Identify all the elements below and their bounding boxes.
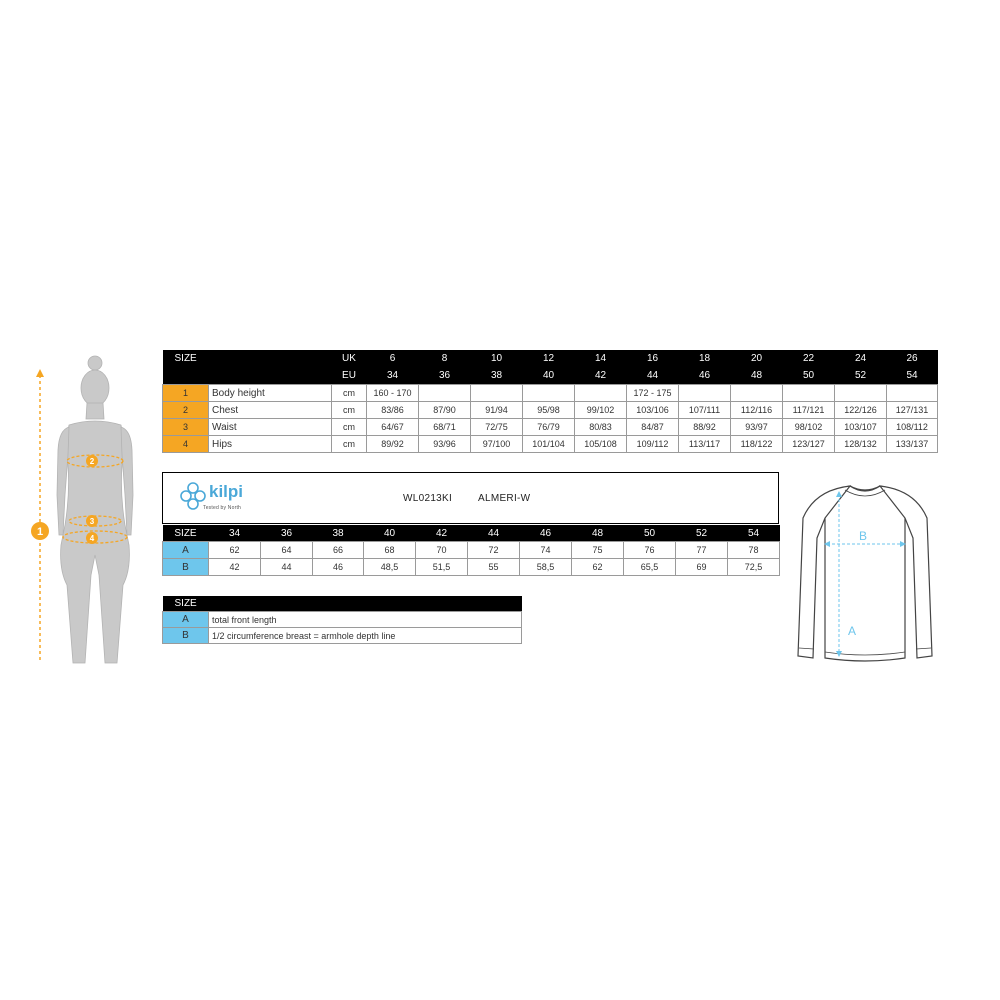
- size-header: SIZE: [163, 596, 209, 612]
- table-row: B 1/2 circumference breast = armhole depth line: [163, 628, 522, 644]
- body-figure: [25, 355, 155, 667]
- style-code: WL0213KI: [403, 493, 453, 504]
- marker-2-label: 2: [89, 457, 95, 466]
- marker-3-label: 3: [89, 517, 95, 526]
- brand-tagline: Tested by North: [203, 505, 242, 511]
- table-row: B 42 44 46 48,5 51,5 55 58,5 62 65,5 69 72,5: [163, 559, 780, 576]
- header-row-uk: SIZE UK 6 8 10 12 14 16 18 20 22 24 26: [163, 350, 938, 367]
- table-row: 2 Chest cm 83/86 87/90 91/94 95/98 99/102 103/106 107/111 112/116 117/121 122/126 127/131: [163, 402, 938, 419]
- garment-size-table: [162, 525, 780, 576]
- uk-header: UK: [332, 350, 367, 367]
- height-marker-label: 1: [36, 526, 44, 538]
- eu-header: EU: [332, 367, 367, 385]
- height-arrow-icon: [36, 369, 44, 377]
- header-row: [163, 596, 522, 612]
- garment-label-b: B: [859, 529, 868, 543]
- table-row: A 62 64 66 68 70 72 74 75 76 77 78: [163, 542, 780, 559]
- measurement-legend-table: [162, 596, 522, 644]
- size-chart-table: [162, 350, 938, 453]
- table-row: 3 Waist cm 64/67 68/71 72/75 76/79 80/83 84/87 88/92 93/97 98/102 103/107 108/112: [163, 419, 938, 436]
- size-header: SIZE: [163, 525, 209, 542]
- table-row: 1 Body height cm 160 - 170 172 - 175: [163, 385, 938, 402]
- model-name: ALMERI-W: [478, 493, 531, 504]
- header-row: SIZE 34 36 38 40 42 44 46 48 50 52 54: [163, 525, 780, 542]
- table-row: A total front length: [163, 612, 522, 628]
- garment-sketch: [795, 478, 935, 668]
- table-row: 4 Hips cm 89/92 93/96 97/100 101/104 105/108 109/112 113/117 118/122 123/127 128/132 133/137: [163, 436, 938, 453]
- marker-4-label: 4: [89, 534, 95, 543]
- header-row-eu: EU 34 36 38 40 42 44 46 48 50 52 54: [163, 367, 938, 385]
- brand-logo-text: kilpi: [209, 482, 244, 501]
- garment-label-a: A: [848, 624, 857, 638]
- brand-header: [162, 472, 779, 524]
- size-header: SIZE: [163, 350, 209, 367]
